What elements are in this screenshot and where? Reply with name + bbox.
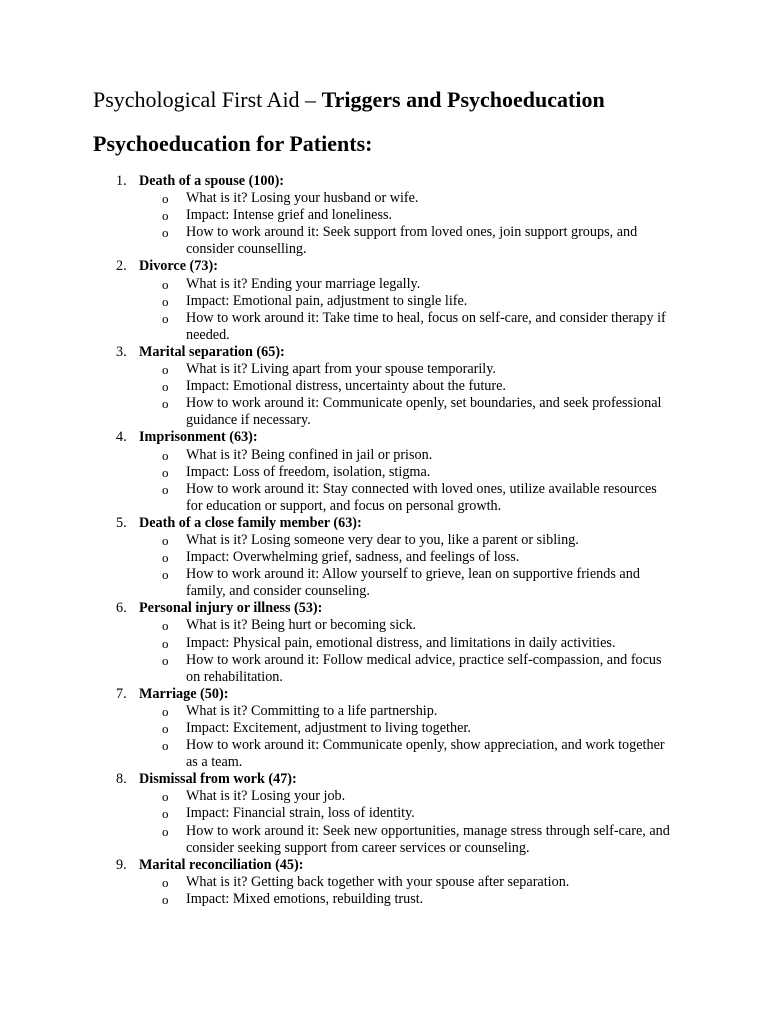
sub-list <box>0 532 768 600</box>
bullet-icon: o <box>162 225 169 241</box>
list-item <box>0 857 768 908</box>
bullet-icon: o <box>162 703 169 719</box>
sub-list-item <box>0 481 768 515</box>
bullet-icon: o <box>162 310 169 326</box>
item-heading-text: Divorce (73): <box>139 258 218 275</box>
sub-item-text: How to work around it: Communicate openly, show appreciation, and work together as a team. <box>186 737 665 771</box>
sub-item-text: Impact: Emotional distress, uncertainty about the future. <box>186 378 506 395</box>
item-heading-text: Marriage (50): <box>139 685 229 702</box>
sub-list-item <box>0 891 768 908</box>
sub-item-text: What is it? Living apart from your spouse temporarily. <box>186 361 496 378</box>
sub-list <box>0 703 768 771</box>
sub-item-text: Impact: Loss of freedom, isolation, stigma. <box>186 463 431 480</box>
item-number: 4. <box>116 429 127 446</box>
item-number: 8. <box>116 771 127 788</box>
bullet-icon: o <box>162 447 169 463</box>
sub-list-item <box>0 549 768 566</box>
item-heading <box>0 857 768 874</box>
sub-item-text: What is it? Ending your marriage legally. <box>186 275 421 292</box>
sub-item-text: Impact: Physical pain, emotional distress, and limitations in daily activities. <box>186 634 616 651</box>
sub-item-text: How to work around it: Allow yourself to grieve, lean on supportive friends and family, and consider counseling. <box>186 566 640 600</box>
sub-item-text: Impact: Intense grief and loneliness. <box>186 207 393 224</box>
sub-list-item <box>0 635 768 652</box>
sub-item-text: How to work around it: Seek new opportunities, manage stress through self-care, and consider seeking support from career services or counseling. <box>186 822 670 856</box>
bullet-icon: o <box>162 396 169 412</box>
bullet-icon: o <box>162 293 169 309</box>
sub-list-item <box>0 447 768 464</box>
sub-item-text: How to work around it: Seek support from loved ones, join support groups, and consider counselling. <box>186 224 638 258</box>
item-heading <box>0 258 768 275</box>
sub-item-text: How to work around it: Stay connected with loved ones, utilize available resources for education or support, and focus on personal growth. <box>186 480 657 514</box>
list-item <box>0 429 768 514</box>
sub-list <box>0 874 768 908</box>
list-item <box>0 515 768 600</box>
item-number: 3. <box>116 343 127 360</box>
sub-list-item <box>0 617 768 634</box>
sub-item-text: Impact: Overwhelming grief, sadness, and feelings of loss. <box>186 549 520 566</box>
sub-list <box>0 788 768 856</box>
bullet-icon: o <box>162 823 169 839</box>
sub-list-item <box>0 566 768 600</box>
sub-list-item <box>0 703 768 720</box>
list-item <box>0 258 768 343</box>
sub-list-item <box>0 378 768 395</box>
item-heading <box>0 173 768 190</box>
list-item <box>0 600 768 685</box>
sub-item-text: What is it? Losing your job. <box>186 788 346 805</box>
sub-list-item <box>0 190 768 207</box>
item-heading-text: Death of a spouse (100): <box>139 173 285 189</box>
sub-list-item <box>0 293 768 310</box>
item-heading-text: Personal injury or illness (53): <box>139 600 323 617</box>
sub-list <box>0 447 768 515</box>
sub-item-text: How to work around it: Communicate openly, set boundaries, and seek professional guidance if necessary. <box>186 395 662 429</box>
sub-list-item <box>0 788 768 805</box>
sub-list-item <box>0 874 768 891</box>
item-heading <box>0 344 768 361</box>
title-bold: Triggers and Psychoeducation <box>321 87 605 112</box>
bullet-icon: o <box>162 789 169 805</box>
sub-list-item <box>0 395 768 429</box>
bullet-icon: o <box>162 276 169 292</box>
sub-list-item <box>0 720 768 737</box>
sub-item-text: Impact: Emotional pain, adjustment to single life. <box>186 292 468 309</box>
bullet-icon: o <box>162 874 169 890</box>
sub-item-text: Impact: Mixed emotions, rebuilding trust. <box>186 890 424 907</box>
item-heading-text: Marital reconciliation (45): <box>139 856 304 873</box>
list-item <box>0 173 768 258</box>
sub-item-text: What is it? Being hurt or becoming sick. <box>186 617 417 634</box>
sub-list <box>0 617 768 685</box>
sub-list-item <box>0 652 768 686</box>
item-heading <box>0 600 768 617</box>
sub-item-text: How to work around it: Take time to heal, focus on self-care, and consider therapy if needed. <box>186 309 666 343</box>
sub-item-text: How to work around it: Follow medical advice, practice self-compassion, and focus on rehabilitation. <box>186 651 662 685</box>
sub-list-item <box>0 276 768 293</box>
bullet-icon: o <box>162 891 169 907</box>
bullet-icon: o <box>162 721 169 736</box>
bullet-icon: o <box>162 550 169 566</box>
section-heading: Psychoeducation for Patients: <box>93 131 373 156</box>
sub-list-item <box>0 207 768 224</box>
item-number: 2. <box>116 258 127 275</box>
list-item <box>0 686 768 771</box>
bullet-icon: o <box>162 618 169 634</box>
sub-list <box>0 361 768 429</box>
bullet-icon: o <box>162 738 169 754</box>
sub-list-item <box>0 224 768 258</box>
sub-list-item <box>0 805 768 822</box>
sub-list-item <box>0 361 768 378</box>
list-item <box>0 771 768 856</box>
sub-list-item <box>0 310 768 344</box>
bullet-icon: o <box>162 208 169 224</box>
bullet-icon: o <box>162 567 169 583</box>
sub-list-item <box>0 464 768 481</box>
sub-item-text: What is it? Losing your husband or wife. <box>186 190 419 207</box>
bullet-icon: o <box>162 652 169 668</box>
sub-item-text: Impact: Financial strain, loss of identity. <box>186 805 415 822</box>
sub-item-text: What is it? Committing to a life partnership. <box>186 702 438 719</box>
sub-list-item <box>0 823 768 857</box>
sub-item-text: What is it? Losing someone very dear to you, like a parent or sibling. <box>186 531 579 548</box>
item-heading-text: Dismissal from work (47): <box>139 771 297 788</box>
item-number: 7. <box>116 685 127 702</box>
document-title <box>93 86 605 114</box>
bullet-icon: o <box>162 362 169 378</box>
item-number: 9. <box>116 856 127 873</box>
sub-item-text: Impact: Excitement, adjustment to living together. <box>186 720 471 736</box>
sub-list-item <box>0 532 768 549</box>
bullet-icon: o <box>162 532 169 548</box>
item-heading <box>0 686 768 703</box>
list-item <box>0 344 768 429</box>
item-number: 5. <box>116 514 127 531</box>
item-heading-text: Death of a close family member (63): <box>139 514 362 531</box>
triggers-list <box>0 173 768 908</box>
bullet-icon: o <box>162 635 169 651</box>
bullet-icon: o <box>162 379 169 395</box>
sub-list-item <box>0 737 768 771</box>
sub-list <box>0 190 768 258</box>
sub-item-text: What is it? Getting back together with your spouse after separation. <box>186 873 570 890</box>
bullet-icon: o <box>162 464 169 480</box>
title-prefix: Psychological First Aid – <box>93 87 322 112</box>
item-heading <box>0 515 768 532</box>
sub-list <box>0 276 768 344</box>
bullet-icon: o <box>162 481 169 497</box>
item-number: 6. <box>116 600 127 617</box>
sub-item-text: What is it? Being confined in jail or prison. <box>186 446 433 463</box>
item-number: 1. <box>116 173 127 189</box>
item-heading-text: Marital separation (65): <box>139 343 285 360</box>
item-heading <box>0 429 768 446</box>
bullet-icon: o <box>162 806 169 822</box>
item-heading <box>0 771 768 788</box>
bullet-icon: o <box>162 191 169 207</box>
item-heading-text: Imprisonment (63): <box>139 429 258 446</box>
